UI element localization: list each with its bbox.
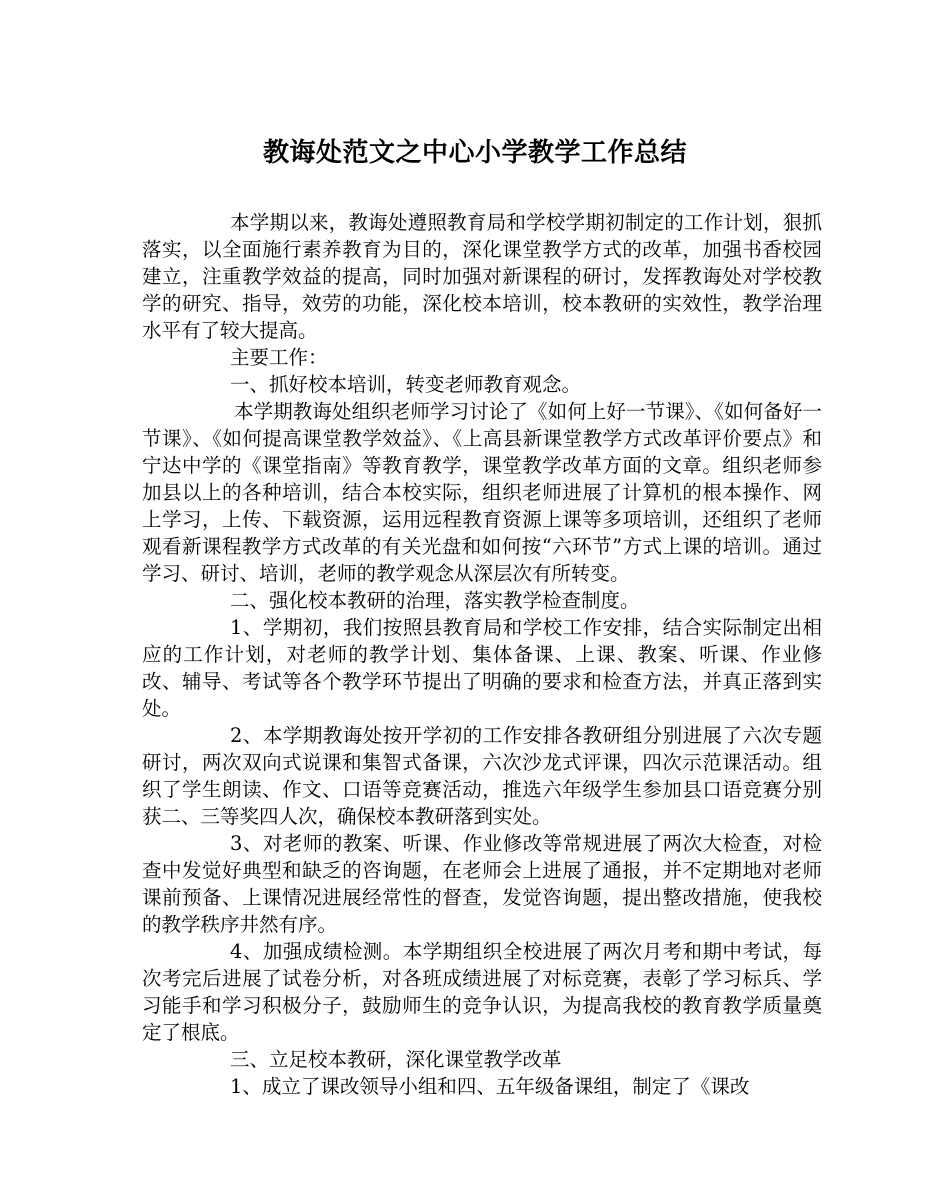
paragraph-item-2: 2、本学期教诲处按开学初的工作安排各教研组分别进展了六次专题研讨，两次双向式说课和集智式备课，六次沙龙式评课，四次示范课活动。组织了学生朗读、作文、口语等竞赛活动，推选六年级学生参加县口语竞赛分别获二、三等奖四人次，确保校本教研落到实处。 (142, 724, 822, 828)
paragraph-item-3: 3、对老师的教案、听课、作业修改等常规进展了两次大检查，对检查中发觉好典型和缺乏的咨询题，在老师会上进展了通报，并不定期地对老师课前预备、上课情况进展经常性的督查，发觉咨询题，提出整改措施，使我校的教学秩序井然有序。 (142, 832, 822, 936)
document-title: 教诲处范文之中心小学教学工作总结 (262, 138, 687, 168)
document-body (142, 209, 822, 1100)
section-heading-1: 一、抓好校本培训，转变老师教育观念。 (230, 373, 582, 396)
paragraph-intro: 本学期以来，教诲处遵照教育局和学校学期初制定的工作计划，狠抓落实，以全面施行素养教育为目的，深化课堂教学方式的改革，加强书香校园建立，注重教学效益的提高，同时加强对新课程的研讨，发挥教诲处对学校教学的研究、指导，效劳的功能，深化校本培训，校本教研的实效性，教学治理水平有了较大提高。 (142, 211, 822, 342)
paragraph-item-4: 4、加强成绩检测。本学期组织全校进展了两次月考和期中考试，每次考完后进展了试卷分析，对各班成绩进展了对标竞赛，表彰了学习标兵、学习能手和学习积极分子，鼓励师生的竞争认识，为提高我校的教育教学质量奠定了根底。 (142, 940, 822, 1044)
section-heading-2: 二、强化校本教研的治理，落实教学检查制度。 (230, 589, 640, 612)
paragraph-main-work: 主要工作： (230, 346, 328, 369)
section-heading-3: 三、立足校本教研，深化课堂教学改革 (230, 1048, 562, 1071)
paragraph-training: 本学期教诲处组织老师学习讨论了《如何上好一节课》、《如何备好一节课》、《如何提高课堂教学效益》、《上高县新课堂教学方式改革评价要点》和宁达中学的《课堂指南》等教育教学，课堂教学改革方面的文章。组织老师参加县以上的各种培训，结合本校实际，组织老师进展了计算机的根本操作、网上学习，上传、下载资源，运用远程教育资源上课等多项培训，还组织了老师观看新课程教学方式改革的有关光盘和如何按“六环节”方式上课的培训。通过学习、研讨、培训，老师的教学观念从深层次有所转变。 (142, 400, 822, 585)
paragraph-item-1: 1、学期初，我们按照县教育局和学校工作安排，结合实际制定出相应的工作计划，对老师的教学计划、集体备课、上课、教案、听课、作业修改、辅导、考试等各个教学环节提出了明确的要求和检查方法，并真正落到实处。 (142, 616, 822, 720)
paragraph-item-5: 1、成立了课改领导小组和四、五年级备课组，制定了《课改 (230, 1075, 750, 1098)
